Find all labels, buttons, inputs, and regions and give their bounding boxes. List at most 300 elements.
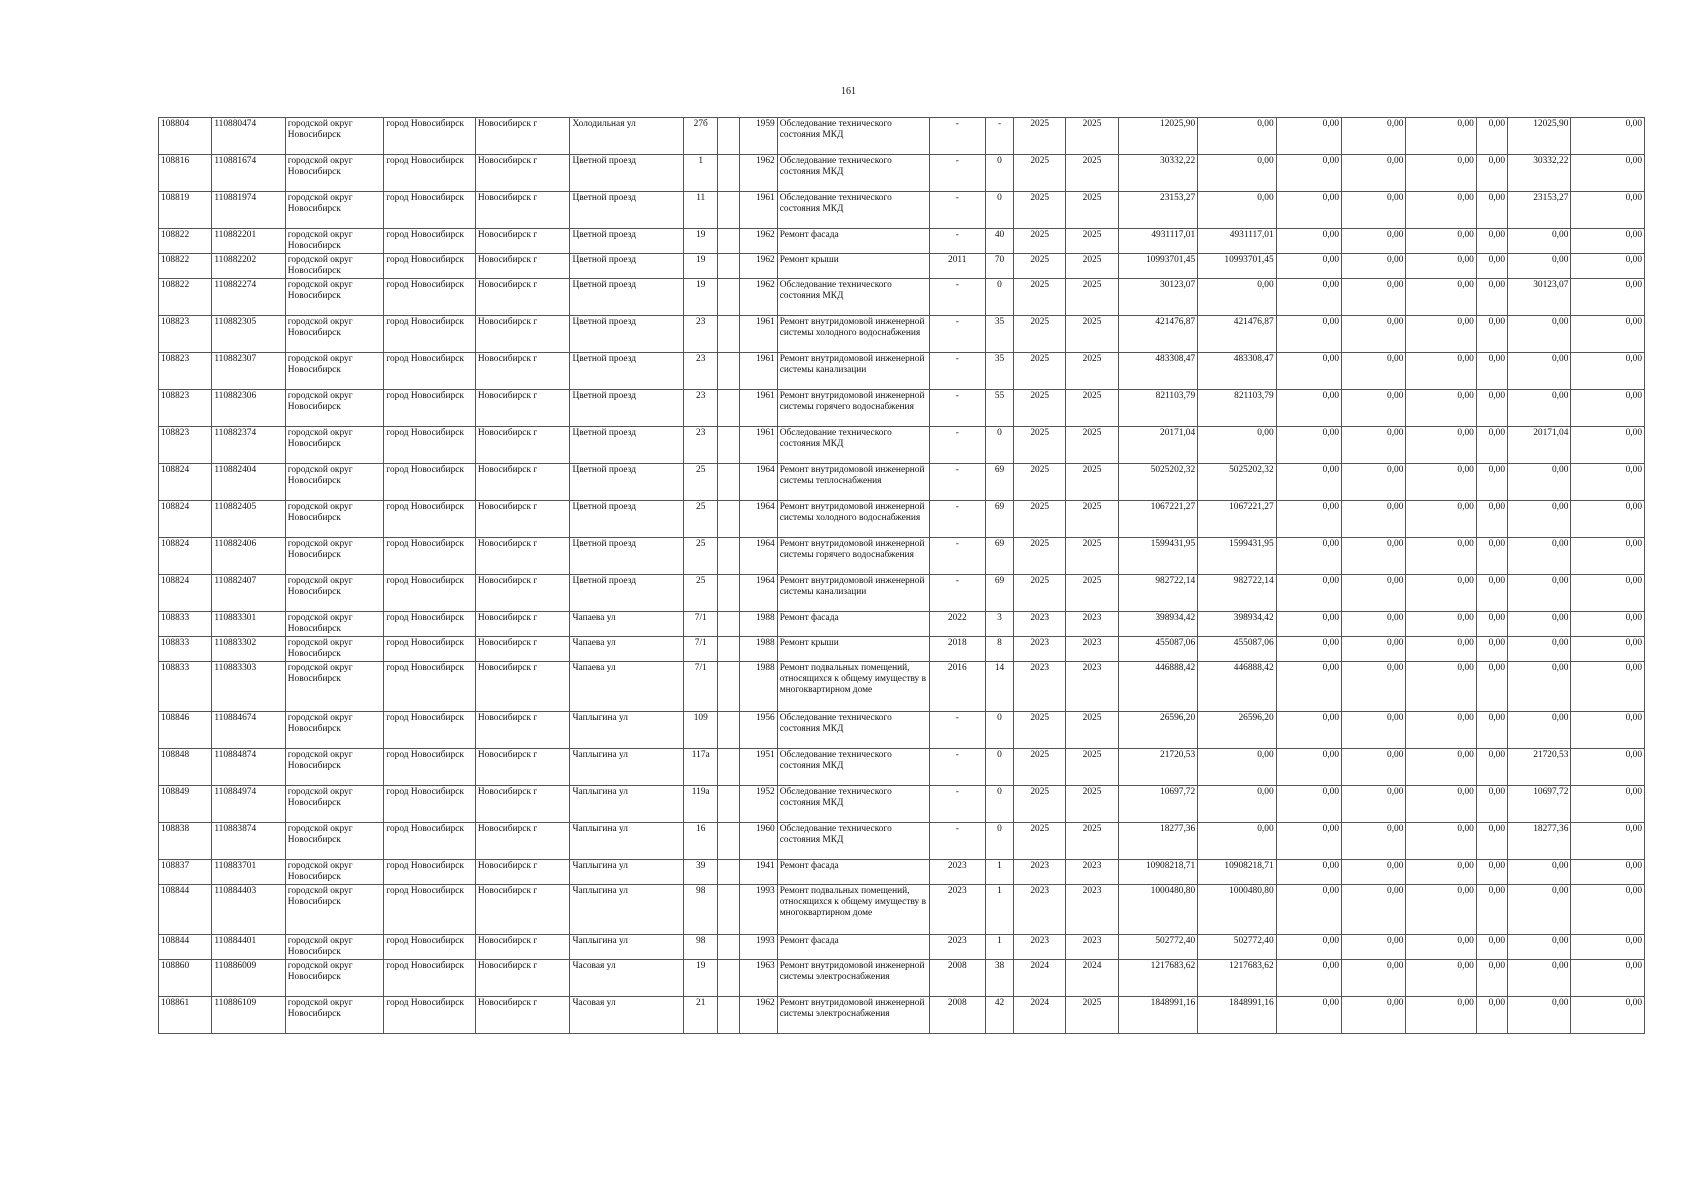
cell-municipality: городской округ Новосибирск [285,997,384,1034]
cell-federal-cost: 0,00 [1276,637,1341,662]
cell-letter [718,997,740,1034]
cell-city: Новосибирск г [475,254,570,279]
cell-work-id: 110883302 [212,637,285,662]
cell-plan-start-year: 2024 [1014,960,1066,997]
cell-plan-start-year: 2025 [1014,229,1066,254]
cell-federal-cost: 0,00 [1276,464,1341,501]
cell-house-number: 11 [684,192,718,229]
cell-letter [718,192,740,229]
cell-other-cost: 0,00 [1508,860,1571,885]
cell-extra-cost: 0,00 [1571,935,1645,960]
cell-federal-cost: 0,00 [1276,118,1341,155]
cell-last-repair-year: - [929,712,985,749]
cell-total-cost: 398934,42 [1118,612,1197,637]
cell-extra-cost: 0,00 [1571,786,1645,823]
cell-plan-start-year: 2025 [1014,823,1066,860]
cell-house-id: 108837 [159,860,212,885]
cell-plan-start-year: 2023 [1014,860,1066,885]
cell-municipality: городской округ Новосибирск [285,786,384,823]
cell-extra-cost: 0,00 [1571,390,1645,427]
cell-extra-cost: 0,00 [1571,229,1645,254]
cell-federal-cost: 0,00 [1276,612,1341,637]
cell-wear-percent: 35 [985,316,1013,353]
cell-street: Цветной проезд [570,279,684,316]
cell-local-cost: 0,00 [1406,823,1476,860]
cell-house-id: 108823 [159,316,212,353]
cell-last-repair-year: - [929,155,985,192]
table-row [159,662,1645,712]
cell-letter [718,935,740,960]
cell-plan-end-year: 2025 [1066,229,1118,254]
cell-work-id: 110882374 [212,427,285,464]
cell-regional-cost: 0,00 [1342,427,1406,464]
cell-federal-cost: 0,00 [1276,279,1341,316]
cell-last-repair-year: 2016 [929,662,985,712]
cell-last-repair-year: 2008 [929,997,985,1034]
cell-street: Цветной проезд [570,464,684,501]
cell-work-id: 110884674 [212,712,285,749]
cell-plan-end-year: 2025 [1066,712,1118,749]
cell-municipality: городской округ Новосибирск [285,885,384,935]
cell-other-cost: 0,00 [1508,501,1571,538]
cell-city: Новосибирск г [475,279,570,316]
cell-work-id: 110882201 [212,229,285,254]
cell-owners-cost: 0,00 [1476,997,1507,1034]
cell-federal-cost: 0,00 [1276,316,1341,353]
cell-local-cost: 0,00 [1406,997,1476,1034]
cell-total-cost: 12025,90 [1118,118,1197,155]
cell-plan-start-year: 2023 [1014,662,1066,712]
cell-settlement: город Новосибирск [384,155,476,192]
cell-house-number: 7/1 [684,637,718,662]
cell-letter [718,749,740,786]
cell-wear-percent: 42 [985,997,1013,1034]
cell-city: Новосибирск г [475,192,570,229]
cell-plan-start-year: 2025 [1014,712,1066,749]
cell-build-year: 1951 [740,749,777,786]
table-row [159,464,1645,501]
cell-settlement: город Новосибирск [384,935,476,960]
cell-regional-cost: 0,00 [1342,960,1406,997]
cell-house-number: 117а [684,749,718,786]
cell-house-number: 25 [684,464,718,501]
table-row [159,279,1645,316]
cell-extra-cost: 0,00 [1571,427,1645,464]
cell-work-type: Обследование технического состояния МКД [777,823,929,860]
cell-wear-percent: 40 [985,229,1013,254]
cell-build-year: 1963 [740,960,777,997]
cell-fund-cost: 0,00 [1198,427,1276,464]
cell-plan-start-year: 2023 [1014,935,1066,960]
cell-plan-start-year: 2025 [1014,353,1066,390]
cell-other-cost: 10697,72 [1508,786,1571,823]
cell-street: Цветной проезд [570,192,684,229]
cell-last-repair-year: 2008 [929,960,985,997]
cell-house-number: 19 [684,960,718,997]
cell-plan-end-year: 2025 [1066,316,1118,353]
cell-plan-start-year: 2023 [1014,637,1066,662]
cell-wear-percent: 55 [985,390,1013,427]
cell-plan-start-year: 2025 [1014,192,1066,229]
cell-letter [718,960,740,997]
cell-build-year: 1964 [740,575,777,612]
cell-fund-cost: 0,00 [1198,786,1276,823]
cell-regional-cost: 0,00 [1342,637,1406,662]
cell-federal-cost: 0,00 [1276,229,1341,254]
cell-local-cost: 0,00 [1406,885,1476,935]
cell-local-cost: 0,00 [1406,860,1476,885]
cell-house-id: 108824 [159,538,212,575]
cell-wear-percent: 69 [985,538,1013,575]
cell-federal-cost: 0,00 [1276,935,1341,960]
cell-build-year: 1960 [740,823,777,860]
cell-federal-cost: 0,00 [1276,427,1341,464]
cell-letter [718,575,740,612]
cell-wear-percent: 14 [985,662,1013,712]
cell-owners-cost: 0,00 [1476,538,1507,575]
cell-letter [718,637,740,662]
cell-last-repair-year: - [929,316,985,353]
cell-city: Новосибирск г [475,997,570,1034]
cell-other-cost: 0,00 [1508,935,1571,960]
cell-federal-cost: 0,00 [1276,662,1341,712]
cell-owners-cost: 0,00 [1476,390,1507,427]
cell-owners-cost: 0,00 [1476,637,1507,662]
cell-owners-cost: 0,00 [1476,860,1507,885]
cell-house-number: 23 [684,353,718,390]
cell-plan-end-year: 2025 [1066,118,1118,155]
cell-house-id: 108833 [159,612,212,637]
cell-plan-start-year: 2025 [1014,279,1066,316]
cell-street: Чапаева ул [570,637,684,662]
cell-plan-start-year: 2025 [1014,427,1066,464]
table-row [159,192,1645,229]
cell-other-cost: 0,00 [1508,538,1571,575]
cell-letter [718,279,740,316]
cell-regional-cost: 0,00 [1342,538,1406,575]
cell-regional-cost: 0,00 [1342,935,1406,960]
cell-house-id: 108823 [159,390,212,427]
cell-local-cost: 0,00 [1406,427,1476,464]
cell-total-cost: 18277,36 [1118,823,1197,860]
cell-local-cost: 0,00 [1406,786,1476,823]
cell-work-type: Ремонт внутридомовой инженерной системы канализации [777,575,929,612]
cell-owners-cost: 0,00 [1476,960,1507,997]
cell-build-year: 1961 [740,353,777,390]
cell-work-type: Ремонт внутридомовой инженерной системы холодного водоснабжения [777,501,929,538]
cell-other-cost: 0,00 [1508,316,1571,353]
cell-work-type: Ремонт крыши [777,637,929,662]
cell-wear-percent: 3 [985,612,1013,637]
cell-plan-end-year: 2023 [1066,885,1118,935]
cell-last-repair-year: - [929,279,985,316]
cell-regional-cost: 0,00 [1342,353,1406,390]
cell-work-id: 110882274 [212,279,285,316]
cell-fund-cost: 1599431,95 [1198,538,1276,575]
cell-wear-percent: 0 [985,192,1013,229]
cell-work-type: Ремонт фасада [777,229,929,254]
cell-federal-cost: 0,00 [1276,390,1341,427]
cell-municipality: городской округ Новосибирск [285,229,384,254]
table-row [159,254,1645,279]
cell-last-repair-year: - [929,575,985,612]
cell-settlement: город Новосибирск [384,353,476,390]
cell-plan-end-year: 2025 [1066,575,1118,612]
cell-last-repair-year: - [929,118,985,155]
cell-letter [718,538,740,575]
cell-plan-end-year: 2025 [1066,786,1118,823]
cell-city: Новосибирск г [475,575,570,612]
cell-plan-start-year: 2025 [1014,254,1066,279]
cell-fund-cost: 10993701,45 [1198,254,1276,279]
cell-last-repair-year: - [929,390,985,427]
cell-settlement: город Новосибирск [384,464,476,501]
cell-fund-cost: 821103,79 [1198,390,1276,427]
cell-other-cost: 0,00 [1508,575,1571,612]
cell-work-id: 110884974 [212,786,285,823]
cell-other-cost: 0,00 [1508,662,1571,712]
cell-extra-cost: 0,00 [1571,662,1645,712]
cell-plan-end-year: 2023 [1066,612,1118,637]
cell-municipality: городской округ Новосибирск [285,749,384,786]
cell-settlement: город Новосибирск [384,997,476,1034]
cell-other-cost: 0,00 [1508,997,1571,1034]
table-row [159,786,1645,823]
cell-house-id: 108838 [159,823,212,860]
cell-extra-cost: 0,00 [1571,860,1645,885]
cell-house-number: 7/1 [684,612,718,637]
cell-regional-cost: 0,00 [1342,390,1406,427]
cell-street: Чаплыгина ул [570,749,684,786]
cell-letter [718,390,740,427]
cell-federal-cost: 0,00 [1276,960,1341,997]
cell-owners-cost: 0,00 [1476,749,1507,786]
cell-other-cost: 30123,07 [1508,279,1571,316]
cell-letter [718,501,740,538]
cell-house-number: 19 [684,254,718,279]
cell-house-id: 108848 [159,749,212,786]
cell-plan-end-year: 2025 [1066,997,1118,1034]
cell-house-id: 108822 [159,279,212,316]
cell-local-cost: 0,00 [1406,192,1476,229]
cell-other-cost: 18277,36 [1508,823,1571,860]
cell-house-id: 108844 [159,935,212,960]
cell-house-number: 1 [684,155,718,192]
cell-regional-cost: 0,00 [1342,712,1406,749]
cell-house-id: 108861 [159,997,212,1034]
cell-local-cost: 0,00 [1406,538,1476,575]
cell-work-type: Ремонт внутридомовой инженерной системы теплоснабжения [777,464,929,501]
cell-work-id: 110883701 [212,860,285,885]
cell-fund-cost: 1000480,80 [1198,885,1276,935]
cell-municipality: городской округ Новосибирск [285,254,384,279]
cell-build-year: 1993 [740,885,777,935]
cell-work-id: 110883874 [212,823,285,860]
cell-settlement: город Новосибирск [384,662,476,712]
cell-regional-cost: 0,00 [1342,501,1406,538]
cell-extra-cost: 0,00 [1571,155,1645,192]
cell-house-id: 108824 [159,575,212,612]
cell-federal-cost: 0,00 [1276,254,1341,279]
cell-plan-end-year: 2025 [1066,464,1118,501]
cell-federal-cost: 0,00 [1276,192,1341,229]
cell-work-id: 110882405 [212,501,285,538]
cell-total-cost: 20171,04 [1118,427,1197,464]
cell-municipality: городской округ Новосибирск [285,118,384,155]
cell-last-repair-year: - [929,501,985,538]
cell-local-cost: 0,00 [1406,118,1476,155]
cell-regional-cost: 0,00 [1342,192,1406,229]
cell-extra-cost: 0,00 [1571,118,1645,155]
cell-street: Холодильная ул [570,118,684,155]
cell-plan-end-year: 2023 [1066,935,1118,960]
cell-work-type: Ремонт внутридомовой инженерной системы горячего водоснабжения [777,390,929,427]
cell-municipality: городской округ Новосибирск [285,823,384,860]
cell-last-repair-year: - [929,538,985,575]
cell-fund-cost: 1848991,16 [1198,997,1276,1034]
cell-street: Часовая ул [570,960,684,997]
cell-street: Цветной проезд [570,254,684,279]
cell-other-cost: 21720,53 [1508,749,1571,786]
cell-last-repair-year: 2022 [929,612,985,637]
cell-wear-percent: 1 [985,860,1013,885]
cell-street: Часовая ул [570,997,684,1034]
cell-city: Новосибирск г [475,860,570,885]
cell-work-id: 110883301 [212,612,285,637]
cell-owners-cost: 0,00 [1476,823,1507,860]
cell-street: Чаплыгина ул [570,712,684,749]
cell-street: Цветной проезд [570,155,684,192]
cell-build-year: 1961 [740,427,777,464]
cell-house-id: 108823 [159,427,212,464]
cell-plan-end-year: 2025 [1066,279,1118,316]
cell-work-type: Ремонт фасада [777,935,929,960]
cell-settlement: город Новосибирск [384,118,476,155]
cell-letter [718,662,740,712]
cell-extra-cost: 0,00 [1571,960,1645,997]
cell-owners-cost: 0,00 [1476,612,1507,637]
cell-municipality: городской округ Новосибирск [285,637,384,662]
cell-fund-cost: 5025202,32 [1198,464,1276,501]
cell-house-number: 7/1 [684,662,718,712]
cell-house-number: 98 [684,885,718,935]
cell-last-repair-year: - [929,786,985,823]
cell-total-cost: 10993701,45 [1118,254,1197,279]
table-row [159,538,1645,575]
cell-work-id: 110886109 [212,997,285,1034]
cell-wear-percent: 70 [985,254,1013,279]
table-row [159,612,1645,637]
cell-municipality: городской округ Новосибирск [285,575,384,612]
cell-plan-start-year: 2023 [1014,612,1066,637]
cell-street: Цветной проезд [570,229,684,254]
cell-fund-cost: 398934,42 [1198,612,1276,637]
cell-street: Цветной проезд [570,427,684,464]
cell-total-cost: 421476,87 [1118,316,1197,353]
cell-local-cost: 0,00 [1406,316,1476,353]
cell-municipality: городской округ Новосибирск [285,279,384,316]
cell-build-year: 1952 [740,786,777,823]
cell-municipality: городской округ Новосибирск [285,501,384,538]
cell-settlement: город Новосибирск [384,501,476,538]
cell-plan-start-year: 2025 [1014,464,1066,501]
cell-city: Новосибирск г [475,612,570,637]
cell-house-number: 25 [684,538,718,575]
cell-last-repair-year: 2011 [929,254,985,279]
cell-work-type: Обследование технического состояния МКД [777,155,929,192]
cell-other-cost: 23153,27 [1508,192,1571,229]
cell-plan-end-year: 2024 [1066,960,1118,997]
cell-fund-cost: 982722,14 [1198,575,1276,612]
cell-federal-cost: 0,00 [1276,749,1341,786]
cell-total-cost: 502772,40 [1118,935,1197,960]
cell-street: Цветной проезд [570,575,684,612]
cell-plan-end-year: 2023 [1066,662,1118,712]
cell-total-cost: 446888,42 [1118,662,1197,712]
cell-work-type: Обследование технического состояния МКД [777,427,929,464]
cell-letter [718,254,740,279]
table-row [159,390,1645,427]
cell-work-type: Ремонт фасада [777,612,929,637]
cell-municipality: городской округ Новосибирск [285,316,384,353]
cell-city: Новосибирск г [475,464,570,501]
cell-local-cost: 0,00 [1406,575,1476,612]
cell-regional-cost: 0,00 [1342,279,1406,316]
cell-other-cost: 0,00 [1508,353,1571,390]
cell-letter [718,786,740,823]
cell-work-id: 110882406 [212,538,285,575]
cell-settlement: город Новосибирск [384,575,476,612]
cell-plan-end-year: 2025 [1066,823,1118,860]
cell-house-number: 23 [684,316,718,353]
cell-other-cost: 0,00 [1508,885,1571,935]
cell-other-cost: 0,00 [1508,229,1571,254]
cell-total-cost: 1599431,95 [1118,538,1197,575]
cell-street: Цветной проезд [570,390,684,427]
cell-other-cost: 30332,22 [1508,155,1571,192]
cell-plan-end-year: 2023 [1066,637,1118,662]
cell-plan-end-year: 2025 [1066,427,1118,464]
cell-owners-cost: 0,00 [1476,192,1507,229]
cell-municipality: городской округ Новосибирск [285,712,384,749]
cell-plan-start-year: 2024 [1014,997,1066,1034]
cell-regional-cost: 0,00 [1342,786,1406,823]
cell-regional-cost: 0,00 [1342,823,1406,860]
cell-fund-cost: 455087,06 [1198,637,1276,662]
table-row [159,229,1645,254]
cell-fund-cost: 4931117,01 [1198,229,1276,254]
cell-settlement: город Новосибирск [384,712,476,749]
table-row [159,997,1645,1034]
cell-build-year: 1962 [740,155,777,192]
cell-federal-cost: 0,00 [1276,155,1341,192]
cell-total-cost: 1067221,27 [1118,501,1197,538]
cell-street: Чаплыгина ул [570,860,684,885]
cell-work-type: Ремонт внутридомовой инженерной системы электроснабжения [777,960,929,997]
cell-federal-cost: 0,00 [1276,575,1341,612]
cell-letter [718,464,740,501]
cell-municipality: городской округ Новосибирск [285,427,384,464]
cell-municipality: городской округ Новосибирск [285,353,384,390]
cell-house-number: 16 [684,823,718,860]
cell-other-cost: 0,00 [1508,960,1571,997]
cell-last-repair-year: - [929,427,985,464]
cell-house-number: 109 [684,712,718,749]
cell-city: Новосибирск г [475,960,570,997]
cell-wear-percent: 1 [985,935,1013,960]
cell-fund-cost: 0,00 [1198,118,1276,155]
cell-work-type: Ремонт внутридомовой инженерной системы холодного водоснабжения [777,316,929,353]
